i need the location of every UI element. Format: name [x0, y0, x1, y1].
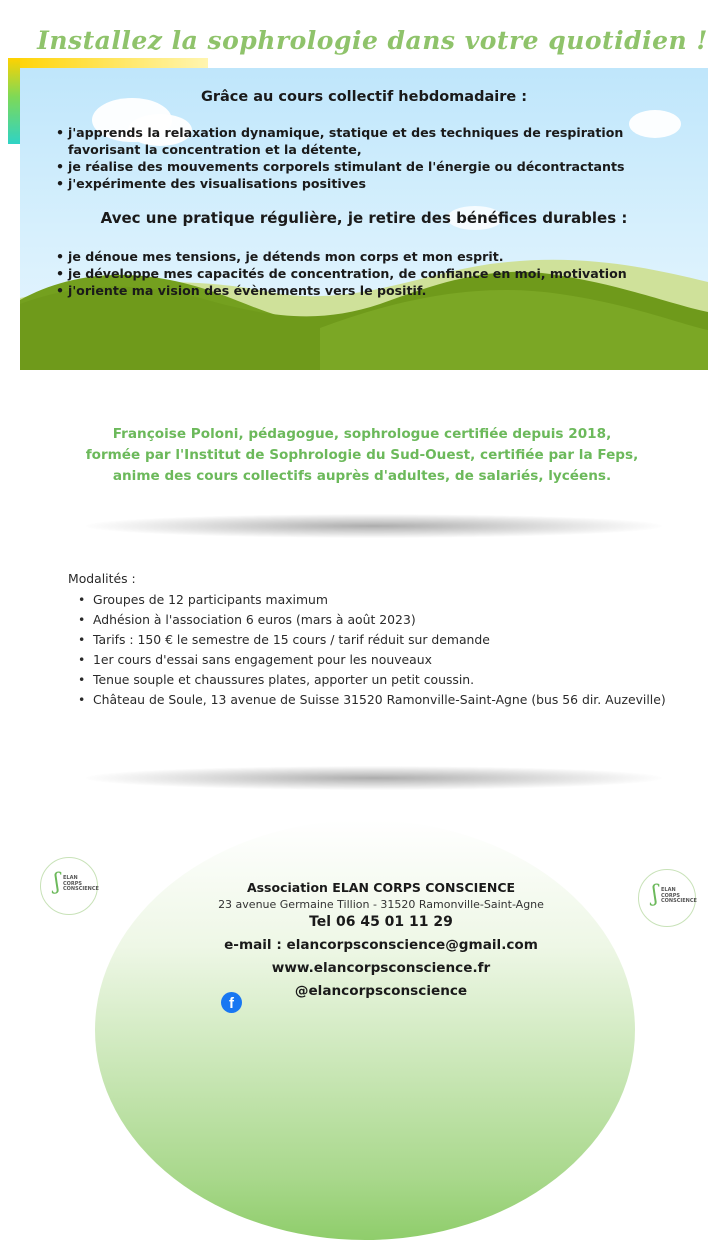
elan-logo-icon	[638, 869, 696, 927]
list-item: • j'apprends la relaxation dynamique, statique et des techniques de respiration favorisant la concentration et la détente,	[56, 124, 676, 158]
association-name: Association ELAN CORPS CONSCIENCE	[246, 880, 516, 895]
hills-banner	[20, 68, 708, 370]
list-item: • je réalise des mouvements corporels stimulant de l'énergie ou décontractants	[56, 158, 676, 175]
accent-bar-top	[8, 58, 208, 68]
list-item: • j'oriente ma vision des évènements vers le positif.	[56, 282, 676, 299]
list-item: • Tenue souple et chaussures plates, apporter un petit coussin.	[68, 670, 708, 690]
divider-shadow	[86, 514, 662, 538]
logo-mark: ʃ	[652, 882, 658, 907]
bio-line: anime des cours collectifs auprès d'adultes, de salariés, lycéens.	[112, 468, 612, 484]
website-link[interactable]: www.elancorpsconscience.fr	[271, 960, 491, 976]
banner-heading-2: Avec une pratique régulière, je retire des bénéfices durables :	[100, 209, 628, 227]
logo-text: ELAN CORPS CONSCIENCE	[661, 887, 697, 904]
list-item: • je dénoue mes tensions, je détends mon corps et mon esprit.	[56, 248, 676, 265]
banner-heading-1: Grâce au cours collectif hebdomadaire :	[200, 89, 528, 105]
list-item: • j'expérimente des visualisations positives	[56, 175, 676, 192]
benefit-list-1	[56, 124, 676, 192]
bio-line: Françoise Poloni, pédagogue, sophrologue certifiée depuis 2018,	[112, 426, 612, 442]
social-handle[interactable]: @elancorpsconscience	[294, 983, 468, 999]
benefit-list-2	[56, 248, 676, 299]
list-item: • Groupes de 12 participants maximum	[68, 590, 708, 610]
association-address: 23 avenue Germaine Tillion - 31520 Ramonville-Saint-Agne	[218, 898, 544, 911]
modalites-list	[68, 590, 708, 710]
accent-bar-left	[8, 58, 20, 144]
divider-shadow	[86, 766, 662, 790]
logo-text: ELAN CORPS CONSCIENCE	[63, 875, 99, 892]
phone-number[interactable]: Tel 06 45 01 11 29	[309, 914, 453, 930]
list-item: • 1er cours d'essai sans engagement pour les nouveaux	[68, 650, 708, 670]
elan-logo-icon	[40, 857, 98, 915]
facebook-icon[interactable]: f	[221, 992, 242, 1013]
list-item: • Château de Soule, 13 avenue de Suisse 31520 Ramonville-Saint-Agne (bus 56 dir. Auzeville)	[68, 690, 708, 710]
list-item: • je développe mes capacités de concentration, de confiance en moi, motivation	[56, 265, 676, 282]
email-link[interactable]: e-mail : elancorpsconscience@gmail.com	[224, 937, 538, 953]
list-item: • Tarifs : 150 € le semestre de 15 cours / tarif réduit sur demande	[68, 630, 708, 650]
instructor-bio	[0, 424, 724, 487]
bio-line: formée par l'Institut de Sophrologie du Sud-Ouest, certifiée par la Feps,	[85, 447, 639, 463]
list-item: • Adhésion à l'association 6 euros (mars à août 2023)	[68, 610, 708, 630]
page-title: Installez la sophrologie dans votre quotidien !	[37, 26, 708, 55]
modalites-section	[68, 570, 708, 710]
logo-mark: ʃ	[54, 870, 60, 895]
modalites-label: Modalités :	[68, 571, 136, 586]
